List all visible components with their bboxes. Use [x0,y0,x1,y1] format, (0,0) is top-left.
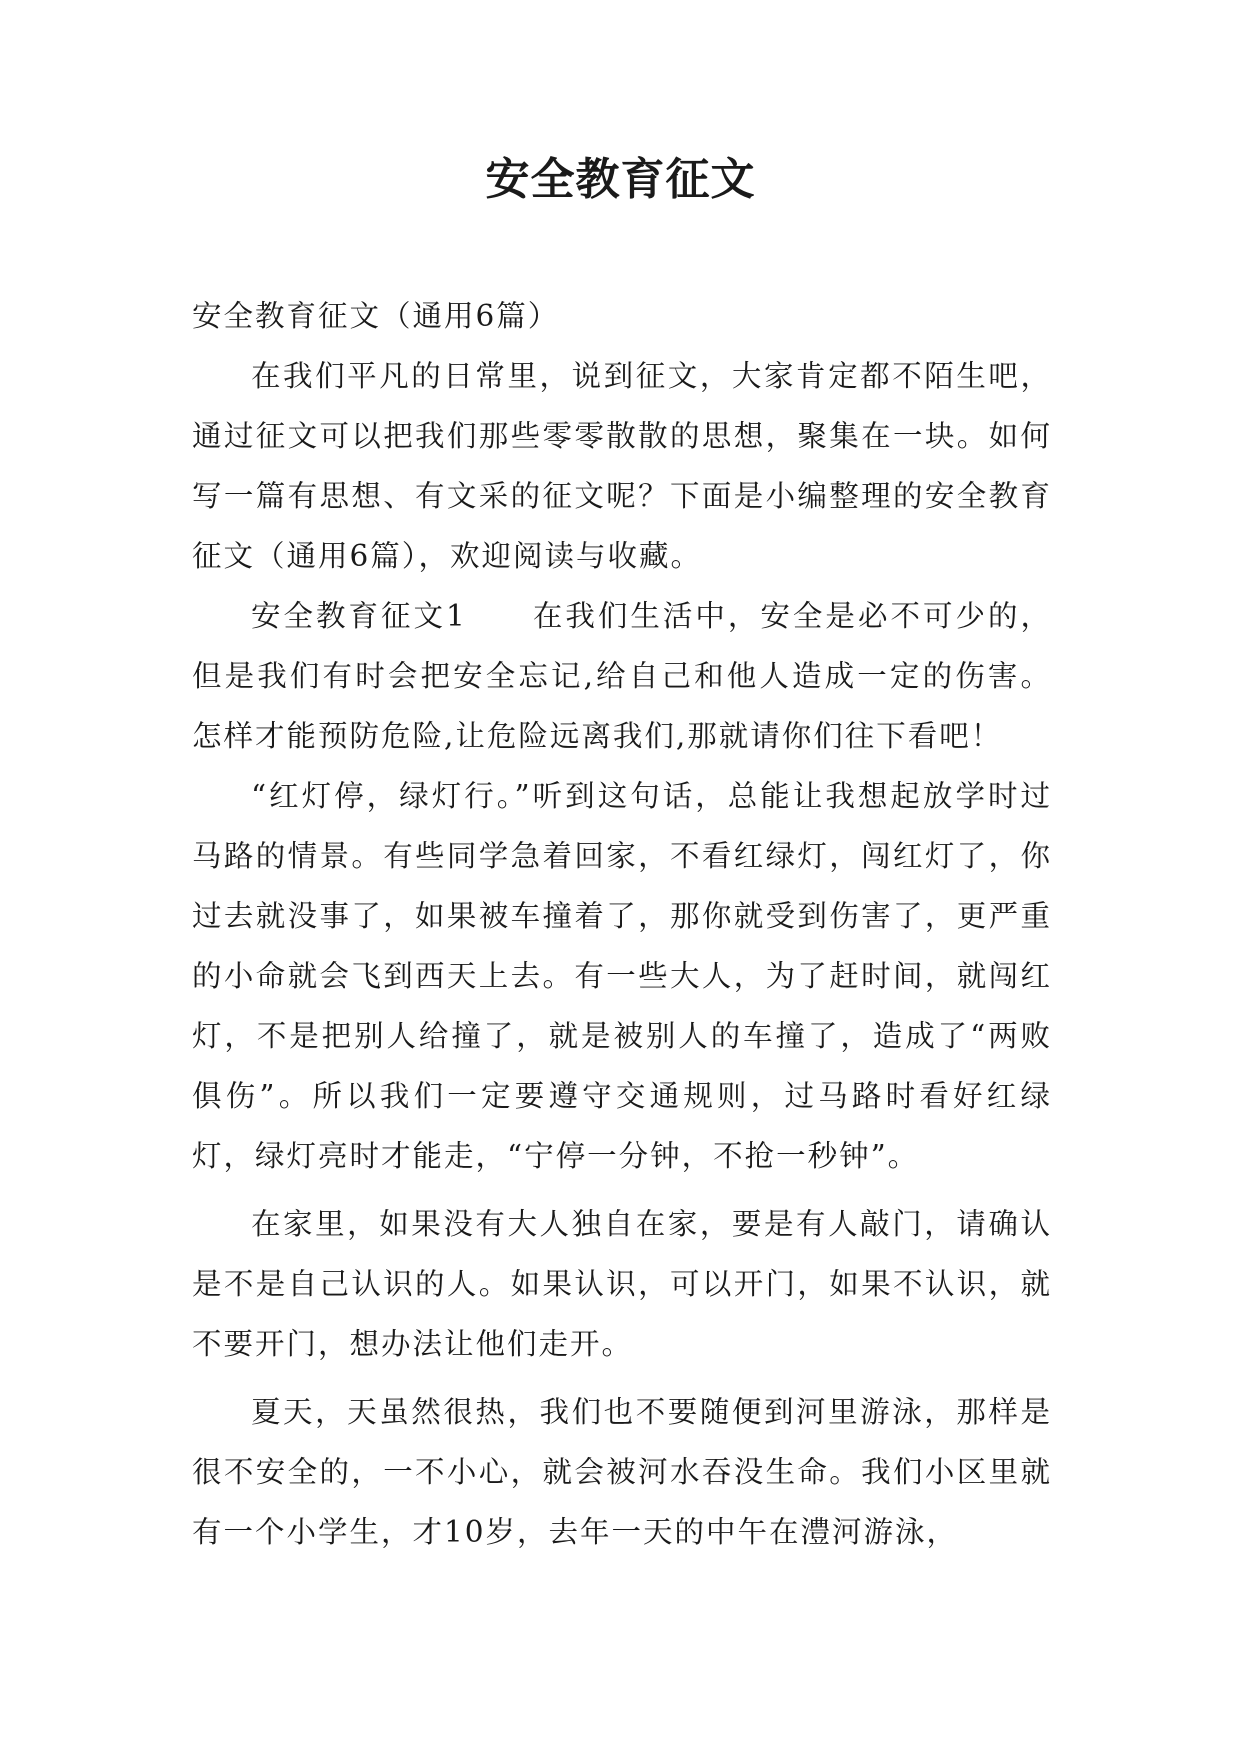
essay-1-paragraph-2: “红灯停，绿灯行。”听到这句话，总能让我想起放学时过马路的情景。有些同学急着回家，不看红绿灯，闯红灯了，你过去就没事了，如果被车撞着了，那你就受到伤害了，更严重的小命就会飞到西天上去。有一些大人，为了赶时间，就闯红灯，不是把别人给撞了，就是被别人的车撞了，造成了“两败俱伤”。所以我们一定要遵守交通规则，过马路时看好红绿灯，绿灯亮时才能走，“宁停一分钟，不抢一秒钟”。 [192,779,1052,1173]
essay-1-paragraph-3: 在家里，如果没有大人独自在家，要是有人敲门，请确认是不是自己认识的人。如果认识，可以开门，如果不认识，就不要开门，想办法让他们走开。 [192,1207,1052,1361]
document-title: 安全教育征文 [485,154,756,205]
document-body [192,286,1052,1562]
essay-1-paragraph-4: 夏天，天虽然很热，我们也不要随便到河里游泳，那样是很不安全的，一不小心，就会被河水吞没生命。我们小区里就有一个小学生，才10岁，去年一天的中午在澧河游泳， [192,1395,1052,1549]
intro-paragraph: 在我们平凡的日常里，说到征文，大家肯定都不陌生吧，通过征文可以把我们那些零零散散的思想，聚集在一块。如何写一篇有思想、有文采的征文呢？下面是小编整理的安全教育征文（通用6篇），欢迎阅读与收藏。 [192,359,1052,573]
subtitle-paragraph: 安全教育征文（通用6篇） [192,299,560,333]
essay-1-paragraph-1: 安全教育征文1 在我们生活中，安全是必不可少的，但是我们有时会把安全忘记,给自己和他人造成一定的伤害。怎样才能预防危险,让危险远离我们,那就请你们往下看吧！ [192,599,1052,753]
